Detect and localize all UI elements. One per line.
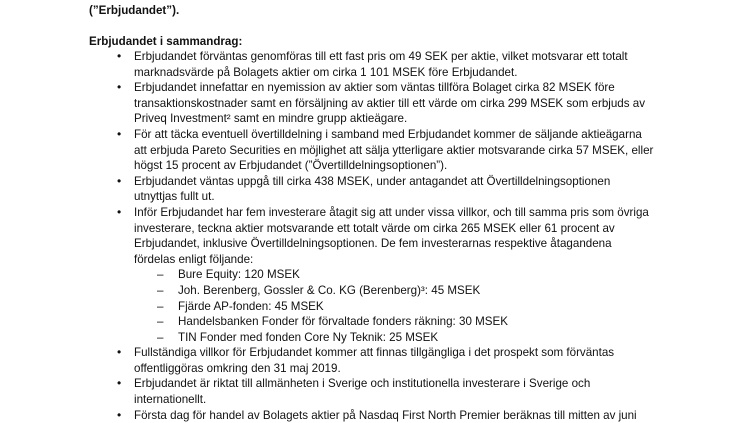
list-item <box>0 127 654 174</box>
intro-line: (”Erbjudandet”). <box>89 4 180 17</box>
bullet-marker: • <box>117 80 122 95</box>
list-item-text: Erbjudandet förväntas genomföras till ett fast pris om 49 SEK per aktie, vilket motsvarar ett totalt marknadsvärde på Bolagets aktier om cirka 1 101 MSEK före Erbjudandet. <box>134 50 628 79</box>
list-item <box>0 80 654 127</box>
list-item <box>0 408 654 423</box>
dash-marker: – <box>157 330 164 344</box>
bullet-marker: • <box>117 173 122 188</box>
list-item <box>0 376 654 407</box>
summary-list <box>0 49 746 423</box>
dash-marker: – <box>157 299 164 313</box>
dash-marker: – <box>157 268 164 282</box>
investor-text: Fjärde AP-fonden: 45 MSEK <box>178 299 324 313</box>
bullet-marker: • <box>117 345 122 360</box>
list-item-text: Erbjudandet väntas uppgå till cirka 438 MSEK, under antagandet att Övertilldelningsoptionen utnyttjas fullt ut. <box>134 174 611 204</box>
list-item-text: Erbjudandet är riktat till allmänheten i Sverige och institutionella investerare i Sverige och internationellt. <box>134 377 591 407</box>
dash-marker: – <box>157 283 164 297</box>
bullet-marker: • <box>117 407 122 422</box>
list-item-text: Inför Erbjudandet har fem investerare åtagit sig att under vissa villkor, och till samma pris som övriga investerare, teckna aktier motsvarande ett totalt värde om cirka 265 MSEK eller 61 procent av Erbjudandet, inklusive Övertilldelningsoptionen. De fem investerarnas respektive åtagandena fördelas enligt följande: <box>134 205 649 266</box>
list-item-text: Erbjudandet innefattar en nyemission av aktier som väntas tillföra Bolaget cirka 82 MSEK före transaktionskostnader samt en försäljning av aktier till ett värde om cirka 299 MSEK som erbjuds av Priveq Investment² samt en mindre grupp aktieägare. <box>134 81 645 126</box>
investor-text: Handelsbanken Fonder för förvaltade fonders räkning: 30 MSEK <box>178 315 508 329</box>
list-item-text: För att täcka eventuell övertilldelning i samband med Erbjudandet kommer de säljande aktieägarna att erbjuda Pareto Securities en möjlighet att sälja ytterligare aktier motsvarande cirka 57 MSEK, eller högst 15 procent av Erbjudandet (”Övertilldelningsoptionen”). <box>134 127 654 173</box>
investor-item <box>0 330 746 346</box>
section-heading: Erbjudandet i sammandrag: <box>89 35 243 48</box>
investor-item <box>0 283 746 299</box>
bullet-marker: • <box>117 376 122 391</box>
list-item <box>0 49 654 80</box>
investor-text: TIN Fonder med fonden Core Ny Teknik: 25 MSEK <box>178 330 439 344</box>
investor-item <box>0 267 746 283</box>
bullet-marker: • <box>117 49 122 63</box>
investor-item <box>0 299 746 315</box>
list-item <box>0 205 654 267</box>
dash-marker: – <box>157 315 164 329</box>
list-item-text: Första dag för handel av Bolagets aktier på Nasdaq First North Premier beräknas till mitten av juni <box>134 408 637 422</box>
investor-text: Bure Equity: 120 MSEK <box>178 268 300 282</box>
list-item <box>0 174 654 205</box>
investor-item <box>0 314 746 330</box>
list-item <box>0 345 654 376</box>
list-item-text: Fullständiga villkor för Erbjudandet kommer att finnas tillgängliga i det prospekt som förväntas offentliggöras omkring den 31 maj 2019. <box>134 346 615 375</box>
bullet-marker: • <box>117 126 122 141</box>
bullet-marker: • <box>117 204 122 219</box>
investor-text: Joh. Berenberg, Gossler & Co. KG (Berenberg)³: 45 MSEK <box>178 283 481 297</box>
